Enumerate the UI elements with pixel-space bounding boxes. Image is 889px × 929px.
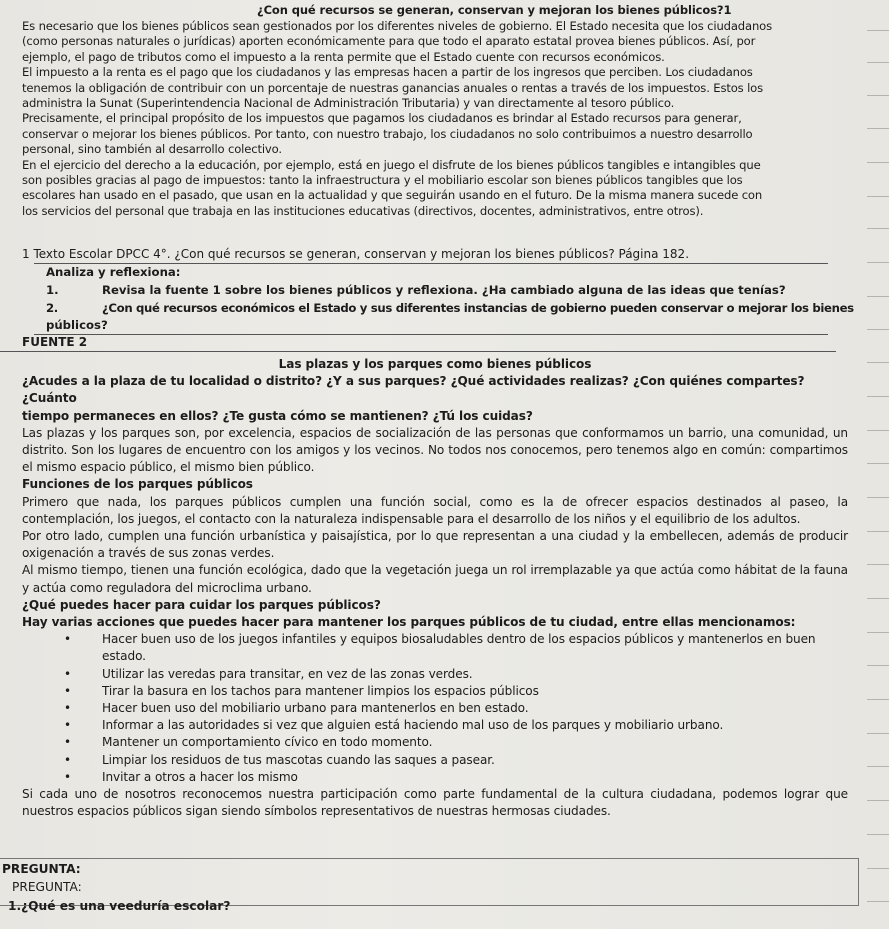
fuente-label: FUENTE 2 [22,335,88,349]
analiza-question-1 [46,283,786,297]
intro-line: Es necesario que los bienes públicos sean gestionados por los diferentes niveles de gobierno. El Estado necesita que los ciudadanos [22,19,773,33]
bullet-icon: • [64,735,71,750]
question-number: 2. [46,301,58,315]
closing-paragraph: Si cada uno de nosotros reconocemos nuestra participación como parte fundamental de la cultura ciudadana, podemos lograr que nuestros espacios públicos sigan siendo símbolos representativos de nuestras hermosas ciudades. [22,787,848,819]
fuente2-questions [22,373,848,425]
question-line: ¿Acudes a la plaza de tu localidad o distrito? ¿Y a sus parques? ¿Qué actividades realizas? ¿Con quiénes compartes? ¿Cuánto [22,374,805,406]
intro-line: administra la Sunat (Superintendencia Nacional de Administración Tributaria) y van directamente al tesoro público. [22,96,675,111]
question-text: ¿Con qué recursos económicos el Estado y sus diferentes instancias de gobierno pueden conservar o mejorar los bienes [102,301,854,315]
footnote-reference: 1 Texto Escolar DPCC 4°. ¿Con qué recursos se generan, conservan y mejoran los bienes públicos? Página 182. [22,247,690,261]
list-item-text: Informar a las autoridades si vez que alguien está haciendo mal uso de los parques y mobiliario urbano. [102,718,724,733]
list-item [22,752,848,769]
list-item-text: Invitar a otros a hacer los mismo [102,769,298,784]
analiza-question-2 [46,301,854,315]
funciones-heading: Funciones de los parques públicos [22,477,253,492]
paragraph: Por otro lado, cumplen una función urbanística y paisajística, por lo que representan a una ciudad y la embellecen, además de producir oxigenación a través de sus zonas verdes. [22,529,848,561]
list-item [22,683,848,700]
list-item [22,631,848,665]
analiza-question-2-cont: públicos? [46,318,108,332]
intro-line: El impuesto a la renta es el pago que los ciudadanos y las empresas hacen a partir de los ingresos que perciben. Los ciudadanos [22,65,753,80]
intro-line: ejemplo, el pago de tributos como el impuesto a la renta permite que el Estado cuente con recursos económicos. [22,49,665,64]
list-item-text: Utilizar las veredas para transitar, en vez de las zonas verdes. [102,666,473,681]
divider [0,351,836,352]
list-item [22,717,848,734]
question-number: 1. [46,283,59,297]
list-item [22,769,848,786]
right-edge-lines [867,0,889,929]
list-item [22,734,848,751]
acciones-list [22,631,848,786]
intro-line: tenemos la obligación de contribuir con un porcentaje de nuestras ganancias anuales o rentas a través de los impuestos. Estos los [22,80,763,95]
paragraph: Primero que nada, los parques públicos cumplen una función social, como es la de ofrecer espacios destinados al paseo, la contemplación, los juegos, el contacto con la naturaleza indispensable para el desarrollo de los niños y el equilibrio de los adultos. [22,494,848,526]
list-item [22,700,848,717]
page-title: ¿Con qué recursos se generan, conservan y mejoran los bienes públicos?1 [257,3,732,17]
paragraph: Al mismo tiempo, tienen una función ecológica, dado que la vegetación juega un rol irremplazable ya que actúa como hábitat de la fauna y actúa como reguladora del microclima urbano. [22,563,848,595]
source-1-text [22,19,832,219]
intro-line: (como personas naturales o jurídicas) aporten económicamente para que todo el aparato estatal provea bienes públicos. Así, por [22,34,756,49]
intro-line: son posibles gracias al pago de impuestos: tanto la infraestructura y el mobiliario escolar son bienes públicos tangibles que los [22,173,743,188]
list-item-text: Tirar la basura en los tachos para mantener limpios los espacios públicos [102,683,539,698]
pregunta-heading-2: PREGUNTA: [12,880,82,894]
acciones-heading: Hay varias acciones que puedes hacer para mantener los parques públicos de tu ciudad, entre ellas mencionamos: [22,615,796,630]
bullet-icon: • [64,632,71,647]
pregunta-heading: PREGUNTA: [2,862,81,876]
paragraph: Las plazas y los parques son, por excelencia, espacios de socialización de las personas que conformamos un barrio, una comunidad, un distrito. Son los lugares de encuentro con los amigos y los vecinos. No todos nos conocemos, pero tenemos algo en común: compartimos el mismo espacio público, el mismo bien público. [22,425,848,475]
intro-line: personal, sino también al desarrollo colectivo. [22,142,282,157]
source-2-text [22,356,848,820]
bullet-icon: • [64,683,71,698]
bullet-icon: • [64,666,71,681]
bullet-icon: • [64,701,71,716]
intro-line: los servicios del personal que trabaja en las instituciones educativas (directivos, docentes, administrativos, entre otros). [22,203,704,218]
pregunta-1: 1.¿Qué es una veeduría escolar? [8,899,231,913]
fuente2-heading: Las plazas y los parques como bienes públicos [278,357,592,371]
intro-line: conservar o mejorar los bienes públicos. Por tanto, con nuestro trabajo, los ciudadanos no solo contribuimos a nuestro desarrollo [22,126,753,141]
intro-line: Precisamente, el principal propósito de los impuestos que pagamos los ciudadanos es brindar al Estado recursos para generar, [22,111,742,126]
list-item-text: Hacer buen uso de los juegos infantiles y equipos biosaludables dentro de los espacios públicos y mantenerlos en buen estado. [102,632,816,664]
question-line: tiempo permaneces en ellos? ¿Te gusta cómo se mantienen? ¿Tú los cuidas? [22,408,533,423]
cuidar-heading: ¿Qué puedes hacer para cuidar los parques públicos? [22,597,381,612]
list-item-text: Limpiar los residuos de tus mascotas cuando las saques a pasear. [102,752,495,767]
intro-line: En el ejercicio del derecho a la educación, por ejemplo, está en juego el disfrute de los bienes públicos tangibles e intangibles que [22,157,761,172]
list-item-text: Mantener un comportamiento cívico en todo momento. [102,735,433,750]
list-item [22,666,848,683]
intro-line: escolares han usado en el pasado, que usan en la actualidad y que seguirán usando en el futuro. De la misma manera sucede con [22,188,763,203]
question-text: Revisa la fuente 1 sobre los bienes públicos y reflexiona. ¿Ha cambiado alguna de las ideas que tenías? [102,283,786,297]
list-item-text: Hacer buen uso del mobiliario urbano para mantenerlos en ben estado. [102,701,529,716]
bullet-icon: • [64,752,71,767]
bullet-icon: • [64,769,71,784]
analiza-box [34,263,854,335]
bullet-icon: • [64,718,71,733]
analiza-heading: Analiza y reflexiona: [46,265,181,279]
